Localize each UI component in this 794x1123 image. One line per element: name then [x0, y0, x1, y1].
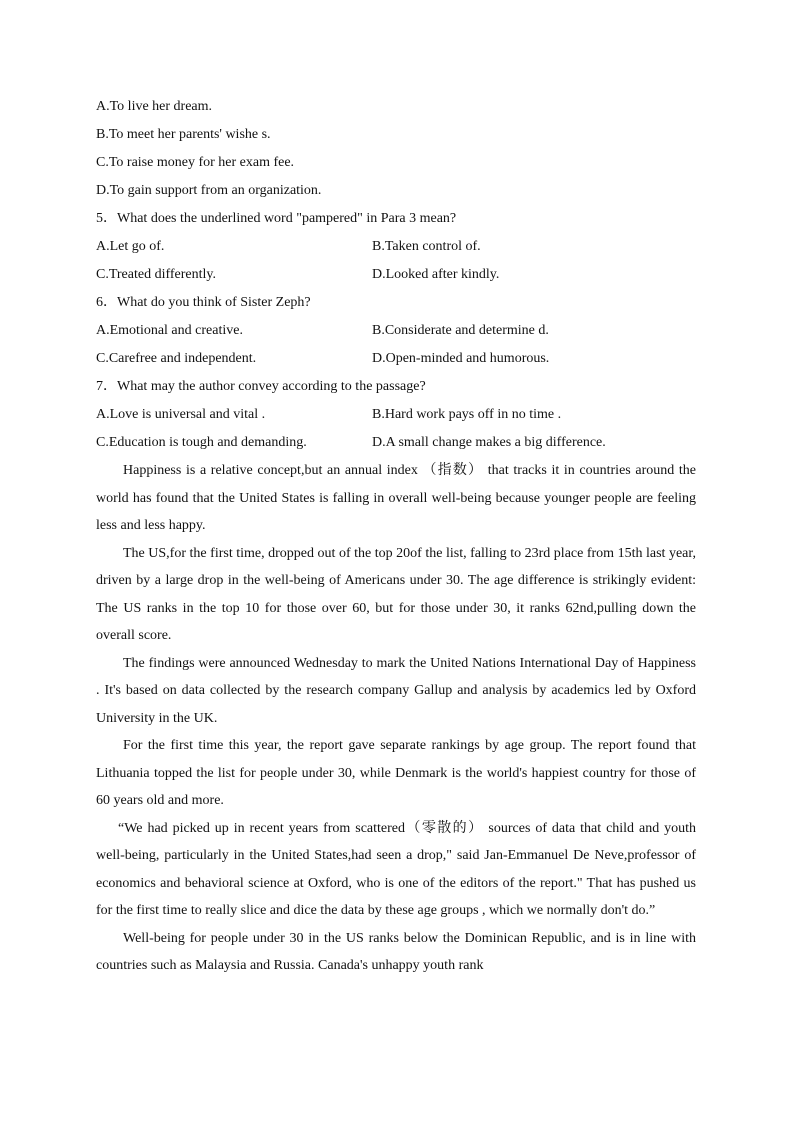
q5-option-c: C.Treated differently. — [96, 267, 217, 282]
q6-option-c: C.Carefree and independent. — [96, 351, 257, 366]
q6-stem: 6．What do you think of Sister Zeph? — [96, 295, 311, 310]
q4-option-b: B.To meet her parents' wishe s. — [96, 127, 271, 142]
passage-paragraph-3: The findings were announced Wednesday to mark the United Nations International Day of Happiness . It's based on data collected by the research company Gallup and analysis by academics led by Oxford University in the UK. — [96, 655, 696, 726]
document-page — [96, 93, 696, 980]
q4-option-a: A.To live her dream. — [96, 99, 213, 114]
q6-option-a: A.Emotional and creative. — [96, 323, 243, 338]
passage-paragraph-4: For the first time this year, the report gave separate rankings by age group. The report found that Lithuania topped the list for people under 30, while Denmark is the world's happiest country for those of 60 years old and more. — [96, 738, 696, 808]
q7-options-row-1 — [96, 401, 696, 429]
q4-option-c: C.To raise money for her exam fee. — [96, 155, 295, 170]
passage-paragraph-1: Happiness is a relative concept,but an annual index （指数） that tracks it in countries around the world has found that the United States is falling in overall well-being because younger people are feeling less and less happy. — [96, 463, 696, 533]
q6-option-d: D.Open-minded and humorous. — [372, 351, 550, 366]
q5-option-b: B.Taken control of. — [372, 239, 481, 254]
q7-option-d: D.A small change makes a big difference. — [372, 435, 606, 450]
q6-options-row-1 — [96, 317, 696, 345]
q4-option-d: D.To gain support from an organization. — [96, 183, 322, 198]
q5-options-row-2 — [96, 261, 696, 289]
q5-option-d: D.Looked after kindly. — [372, 267, 500, 282]
q5-option-a: A.Let go of. — [96, 239, 165, 254]
q7-options-row-2 — [96, 429, 696, 457]
q5-stem: 5．What does the underlined word "pampered" in Para 3 mean? — [96, 211, 457, 226]
q7-option-b: B.Hard work pays off in no time . — [372, 407, 562, 422]
q7-stem: 7．What may the author convey according to the passage? — [96, 379, 426, 394]
q7-option-a: A.Love is universal and vital . — [96, 407, 266, 422]
q7-option-c: C.Education is tough and demanding. — [96, 435, 307, 450]
q5-options-row-1 — [96, 233, 696, 261]
passage-paragraph-2: The US,for the first time, dropped out of the top 20of the list, falling to 23rd place from 15th last year, driven by a large drop in the well-being of Americans under 30. The age difference is strikingly evident: The US ranks in the top 10 for those over 60, but for those under 30, it ranks 62nd,pulling down the overall score. — [96, 545, 696, 643]
q6-option-b: B.Considerate and determine d. — [372, 323, 549, 338]
passage-paragraph-5: “We had picked up in recent years from scattered（零散的） sources of data that child and youth well-being, particularly in the United States,had seen a drop," said Jan-Emmanuel De Neve,professor of economics and behavioral science at Oxford, who is one of the editors of the report." That has pushed us for the first time to really slice and dice the data by these age groups , which we normally don't do.” — [96, 820, 696, 918]
reading-passage — [96, 457, 696, 980]
passage-paragraph-6: Well-being for people under 30 in the US ranks below the Dominican Republic, and is in line with countries such as Malaysia and Russia. Canada's unhappy youth rank — [96, 930, 696, 973]
q6-options-row-2 — [96, 345, 696, 373]
